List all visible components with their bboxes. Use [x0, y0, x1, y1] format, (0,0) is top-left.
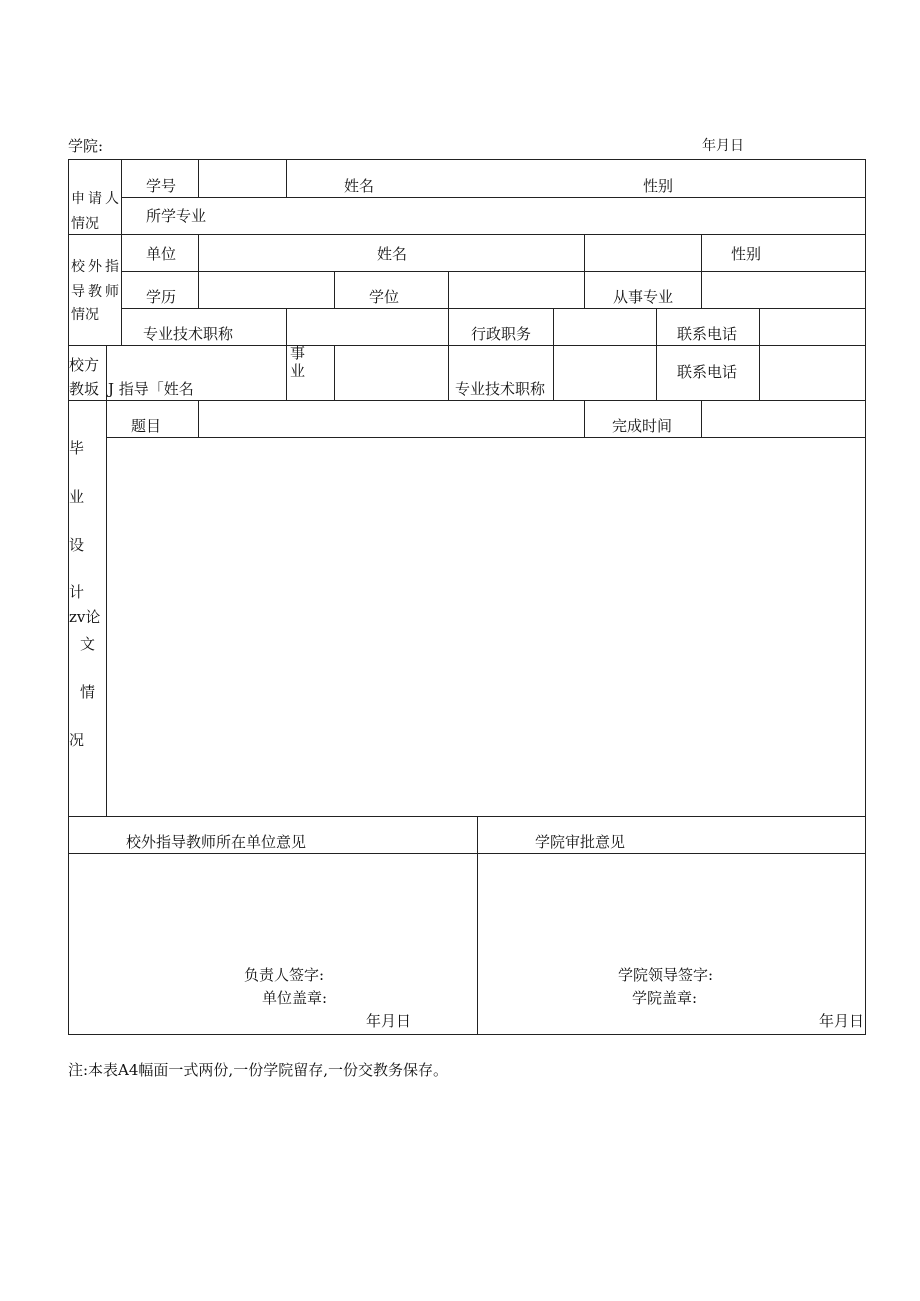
college-signer-label: 学院领导签字:	[618, 966, 714, 984]
thesis-section-char: 文	[80, 635, 96, 653]
footnote: 注:本表A4幅面一式两份,一份学院留存,一份交教务保存。	[68, 1061, 448, 1079]
thesis-section-char: 毕	[69, 439, 85, 457]
unit-opinion-header: 校外指导教师所在单位意见	[126, 833, 307, 851]
external-name-label: 姓名	[377, 245, 408, 263]
external-gender-label: 性别	[731, 245, 762, 263]
college-label: 学院:	[68, 137, 104, 155]
thesis-section-char: 设	[69, 536, 85, 554]
applicant-gender-label: 性别	[643, 177, 674, 195]
internal-phone-label: 联系电话	[677, 363, 738, 381]
external-field-label: 从事专业	[613, 288, 674, 306]
internal-dept-line1: 事	[290, 344, 306, 362]
header-date: 年月日	[702, 138, 744, 154]
college-opinion-date: 年月日	[819, 1012, 865, 1030]
applicant-student-id-label: 学号	[146, 177, 177, 195]
unit-signer-label: 负责人签字:	[244, 966, 325, 984]
college-seal-label: 学院盖章:	[632, 989, 698, 1007]
external-phone-label: 联系电话	[677, 325, 738, 343]
internal-name-label: J 指导「姓名	[108, 380, 194, 398]
external-section-line1: 校外指	[71, 259, 122, 275]
applicant-section-line2: 情况	[71, 216, 99, 232]
thesis-topic-label: 题目	[131, 417, 162, 435]
external-education-label: 学历	[146, 288, 177, 306]
unit-opinion-date: 年月日	[366, 1012, 412, 1030]
applicant-name-label: 姓名	[344, 177, 375, 195]
internal-dept-line2: 业	[290, 362, 306, 380]
thesis-section-char: 情	[80, 683, 96, 701]
college-opinion-header: 学院审批意见	[535, 833, 626, 851]
external-title-label: 专业技术职称	[143, 325, 234, 343]
external-degree-label: 学位	[369, 288, 400, 306]
internal-section-line1: 校方	[69, 356, 100, 374]
unit-seal-label: 单位盖章:	[262, 989, 328, 1007]
external-admin-post-label: 行政职务	[471, 325, 532, 343]
applicant-major-label: 所学专业	[146, 207, 207, 225]
external-section-line2: 导教师	[71, 284, 122, 300]
thesis-section-char: 况	[69, 731, 85, 749]
external-section-line3: 情况	[71, 307, 99, 323]
external-unit-label: 单位	[146, 245, 177, 263]
thesis-section-char: 计	[69, 583, 85, 601]
applicant-section-line1: 申请人	[71, 191, 122, 207]
internal-title-label: 专业技术职称	[455, 380, 546, 398]
internal-section-line2: 教坂	[69, 380, 100, 398]
thesis-completion-time-label: 完成时间	[612, 417, 673, 435]
thesis-section-char: 业	[69, 488, 85, 506]
thesis-section-char: zv论	[69, 608, 101, 626]
